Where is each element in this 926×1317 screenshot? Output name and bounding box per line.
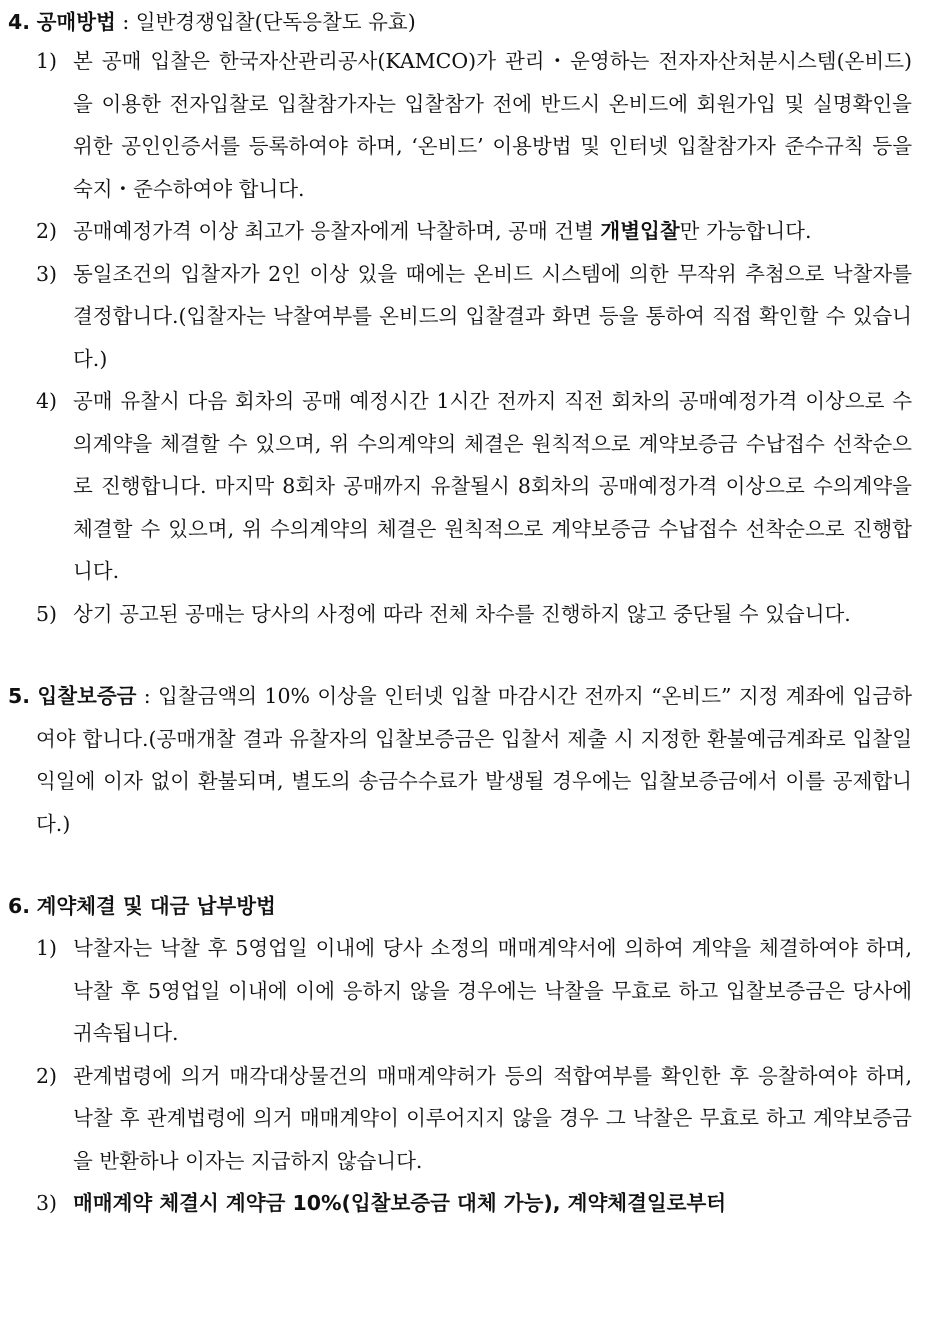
section-bid-deposit <box>8 675 912 845</box>
list-item <box>36 380 912 593</box>
item-number: 5) <box>36 601 58 626</box>
item-number: 2) <box>36 219 58 243</box>
section-heading <box>8 4 912 40</box>
item-text-bold: 매매계약 체결시 계약금 10%(입찰보증금 대체 가능), 계약체결일로부터 <box>73 1191 727 1215</box>
item-text: 관계법령에 의거 매각대상물건의 매매계약허가 등의 적합여부를 확인한 후 응찰하여야 하며, 낙찰 후 관계법령에 의거 매매계약이 이루어지지 않을 경우 그 낙찰은 무효로 하고 계약보증금을 반환하나 이자는 지급하지 않습니다. <box>73 1063 912 1173</box>
item-number: 1) <box>36 49 58 73</box>
section-title: 공매방법 <box>36 10 116 34</box>
item-number: 3) <box>36 261 58 286</box>
list-item <box>36 253 912 381</box>
item-text-pre: 공매예정가격 이상 최고가 응찰자에게 낙찰하며, 공매 건별 <box>73 219 601 243</box>
section-number: 5. <box>8 684 31 708</box>
list-item <box>36 593 912 636</box>
section-item-list <box>8 40 912 635</box>
section-auction-method <box>8 4 912 635</box>
list-item <box>36 210 912 253</box>
item-number: 4) <box>36 389 58 413</box>
item-number: 1) <box>36 936 58 960</box>
item-number: 3) <box>36 1191 58 1215</box>
section-item-list <box>8 927 912 1225</box>
item-text <box>73 210 912 253</box>
section-number: 6. <box>8 894 31 918</box>
item-text-bold: 개별입찰 <box>600 219 680 243</box>
item-text-post: 만 가능합니다. <box>679 219 812 243</box>
item-text: 공매 유찰시 다음 회차의 공매 예정시간 1시간 전까지 직전 회차의 공매예정가격 이상으로 수의계약을 체결할 수 있으며, 위 수의계약의 체결은 원칙적으로 계약보증금 수납접수 선착순으로 진행합니다. 마지막 8회차 공매까지 유찰될시 8회차의 공매예정가격 이상으로 수의계약을 체결할 수 있으며, 위 수의계약의 체결은 원칙적으로 계약보증금 수납접수 선착순으로 진행합니다. <box>73 389 912 583</box>
list-item <box>36 40 912 210</box>
section-text: 입찰금액의 10% 이상을 인터넷 입찰 마감시간 전까지 “온비드” 지정 계좌에 입금하여야 합니다.(공매개찰 결과 유찰자의 입찰보증금은 입찰서 제출 시 지정한 환불예금계좌로 입찰일 익일에 이자 없이 환불되며, 별도의 송금수수료가 발생될 경우에는 입찰보증금에서 이를 공제합니다.) <box>36 684 912 836</box>
list-item <box>36 1055 912 1183</box>
item-number: 2) <box>36 1063 58 1088</box>
section-subtitle: 일반경쟁입찰(단독응찰도 유효) <box>135 10 416 34</box>
section-paragraph <box>8 675 912 845</box>
section-number: 4. <box>8 10 31 34</box>
section-heading <box>8 885 912 927</box>
list-item <box>36 1182 912 1225</box>
section-separator: : <box>115 10 136 34</box>
item-text: 상기 공고된 공매는 당사의 사정에 따라 전체 차수를 진행하지 않고 중단될 수 있습니다. <box>73 601 851 626</box>
item-text: 본 공매 입찰은 한국자산관리공사(KAMCO)가 관리・운영하는 전자자산처분시스템(온비드)을 이용한 전자입찰로 입찰참가자는 입찰참가 전에 반드시 온비드에 회원가입 및 실명확인을 위한 공인인증서를 등록하여야 하며, ‘온비드’ 이용방법 및 인터넷 입찰참가자 준수규칙 등을 숙지・준수하여야 합니다. <box>73 49 912 201</box>
section-contract-payment <box>8 885 912 1225</box>
section-title: 계약체결 및 대금 납부방법 <box>36 894 276 918</box>
section-title: 입찰보증금 <box>37 684 137 708</box>
section-separator: : <box>136 684 159 708</box>
item-text: 낙찰자는 낙찰 후 5영업일 이내에 당사 소정의 매매계약서에 의하여 계약을 체결하여야 하며, 낙찰 후 5영업일 이내에 이에 응하지 않을 경우에는 낙찰을 무효로 하고 입찰보증금은 당사에 귀속됩니다. <box>73 936 912 1045</box>
item-text: 동일조건의 입찰자가 2인 이상 있을 때에는 온비드 시스템에 의한 무작위 추첨으로 낙찰자를 결정합니다.(입찰자는 낙찰여부를 온비드의 입찰결과 화면 등을 통하여 직접 확인할 수 있습니다.) <box>73 261 912 371</box>
list-item <box>36 927 912 1055</box>
